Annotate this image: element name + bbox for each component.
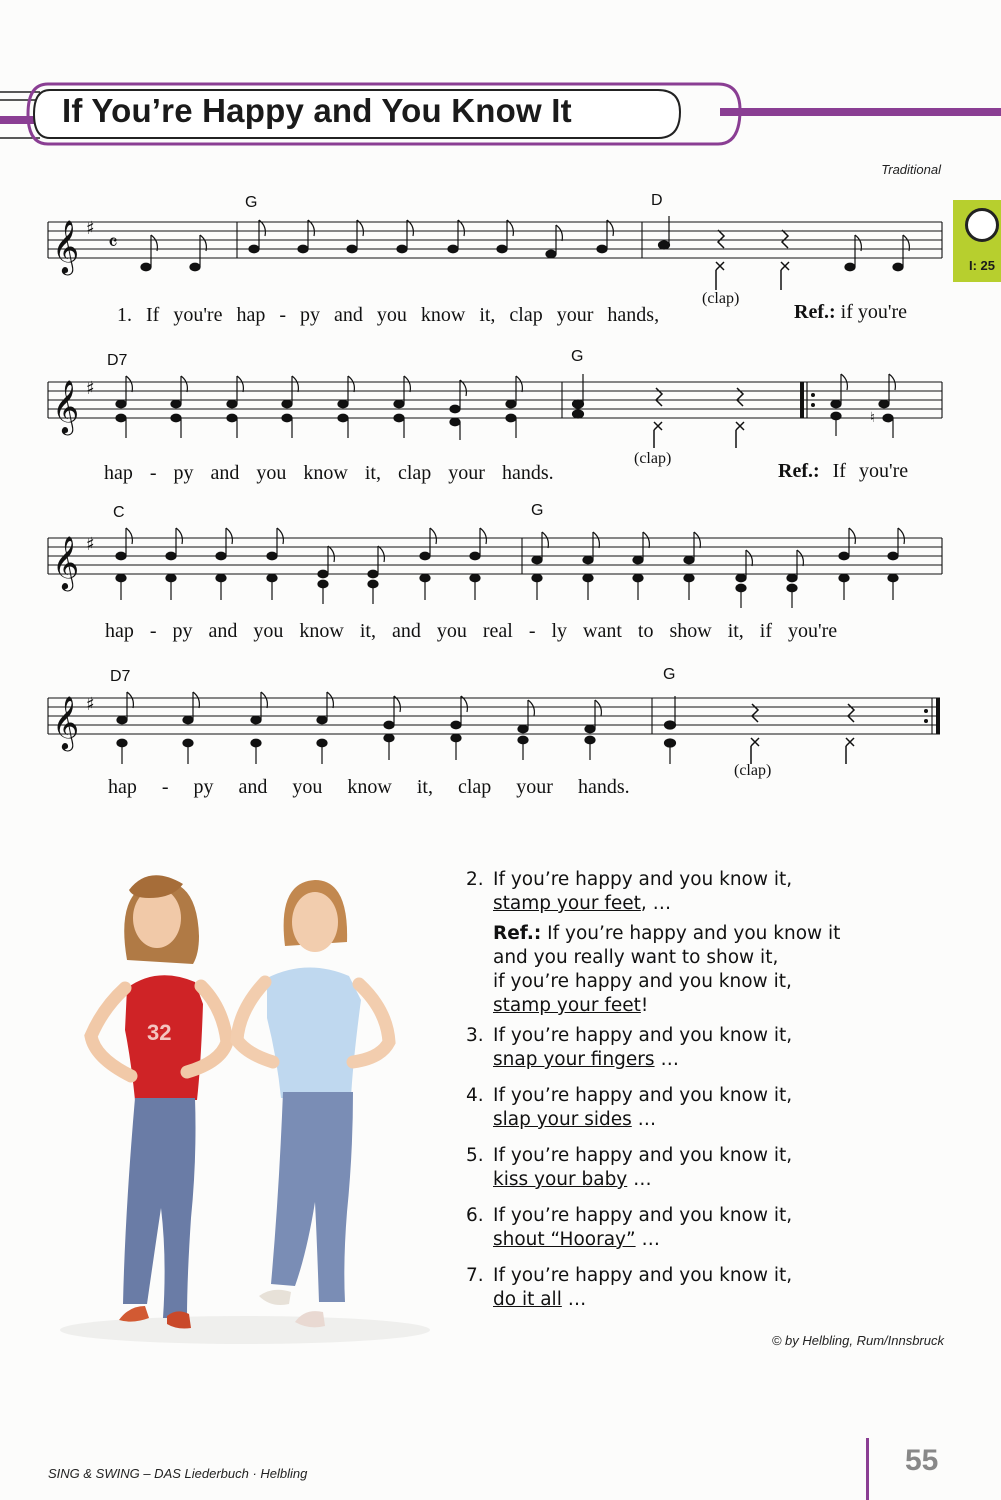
verse-line: If you’re happy and you know it, — [493, 1025, 793, 1046]
verse-number: 5. — [466, 1145, 484, 1166]
verse-number: 4. — [466, 1085, 484, 1106]
refrain-block: Ref.: If you’re happy and you know it and you really want to show it, if you’re happy and you know it, stamp your feet! — [493, 923, 841, 1016]
lyrics-line: hap - py and you know it, and you real - ly want to show it, if you're — [105, 620, 838, 642]
refrain-cue: Ref.: If you're — [778, 460, 909, 482]
svg-text:𝄞: 𝄞 — [52, 535, 80, 589]
svg-text:♮: ♮ — [870, 410, 876, 426]
verse-action-line: slap your sides … — [493, 1109, 657, 1130]
song-title: If You’re Happy and You Know It — [62, 92, 572, 129]
chord-symbol: G — [663, 666, 676, 683]
verse-action-line: snap your fingers … — [493, 1049, 679, 1070]
chord-symbol: D7 — [110, 668, 131, 685]
svg-text:𝄞: 𝄞 — [52, 219, 80, 273]
chord-symbol: C — [113, 504, 125, 521]
copyright-notice: © by Helbling, Rum/Innsbruck — [771, 1333, 944, 1348]
music-system-3 — [0, 502, 1001, 653]
lyrics-line: hap - py and you know it, clap your hands. — [104, 462, 554, 484]
svg-text:♯: ♯ — [86, 694, 95, 715]
cd-track-number: I: 25 — [969, 258, 996, 273]
verse-action-line: kiss your baby … — [493, 1169, 652, 1190]
verse-item — [466, 1204, 926, 1252]
verse-line: If you’re happy and you know it, — [493, 1145, 793, 1166]
svg-text:♯: ♯ — [86, 534, 95, 555]
girl-right-figure — [237, 880, 389, 1327]
verse-number: 3. — [466, 1025, 484, 1046]
verse-item — [466, 1084, 926, 1132]
music-system-1 — [0, 190, 1001, 330]
book-footer: SING & SWING – DAS Liederbuch · Helbling — [48, 1466, 308, 1481]
chord-symbol: G — [531, 502, 544, 519]
verses-list — [466, 868, 926, 1324]
page-number: 55 — [905, 1444, 939, 1477]
verse-number: 7. — [466, 1265, 484, 1286]
verse-line: If you’re happy and you know it, — [493, 1205, 793, 1226]
lyrics-line: hap - py and you know it, clap your hands. — [108, 776, 630, 798]
svg-text:♯: ♯ — [86, 378, 95, 399]
verse-line: If you’re happy and you know it, — [493, 1265, 793, 1286]
verse-line: If you’re happy and you know it, — [493, 869, 793, 890]
verse-item — [466, 1024, 926, 1072]
verse-action-line: shout “Hooray” … — [493, 1229, 660, 1250]
music-system-4 — [0, 668, 1001, 813]
verse-item — [466, 1144, 926, 1192]
svg-text:𝄴: 𝄴 — [108, 231, 118, 256]
svg-text:♯: ♯ — [86, 218, 95, 239]
verse-action-line: do it all … — [493, 1289, 587, 1310]
verse-number: 6. — [466, 1205, 484, 1226]
svg-text:32: 32 — [147, 1020, 172, 1045]
clap-marking: (clap) — [634, 450, 672, 467]
composer-credit: Traditional — [881, 162, 941, 177]
chord-symbol: G — [571, 348, 584, 365]
page-number-divider — [866, 1438, 869, 1500]
verse-number: 2. — [466, 869, 484, 890]
verse-action-line: stamp your feet, … — [493, 893, 672, 914]
verse-item — [466, 868, 926, 1018]
clap-marking: (clap) — [702, 290, 740, 307]
girl-left-figure — [91, 875, 227, 1328]
clap-marking: (clap) — [734, 762, 772, 779]
children-photo — [55, 860, 435, 1350]
lyrics-line: 1. If you're hap - py and you know it, clap your hands, — [117, 304, 660, 326]
chord-symbol: D7 — [107, 352, 128, 369]
verse-line: If you’re happy and you know it, — [493, 1085, 793, 1106]
music-system-2 — [0, 348, 1001, 492]
chord-symbol: D — [651, 192, 663, 209]
refrain-cue: Ref.: if you're — [794, 301, 907, 323]
svg-text:𝄞: 𝄞 — [52, 379, 80, 433]
chord-symbol: G — [245, 194, 258, 211]
svg-text:𝄞: 𝄞 — [52, 695, 80, 749]
verse-item — [466, 1264, 926, 1312]
